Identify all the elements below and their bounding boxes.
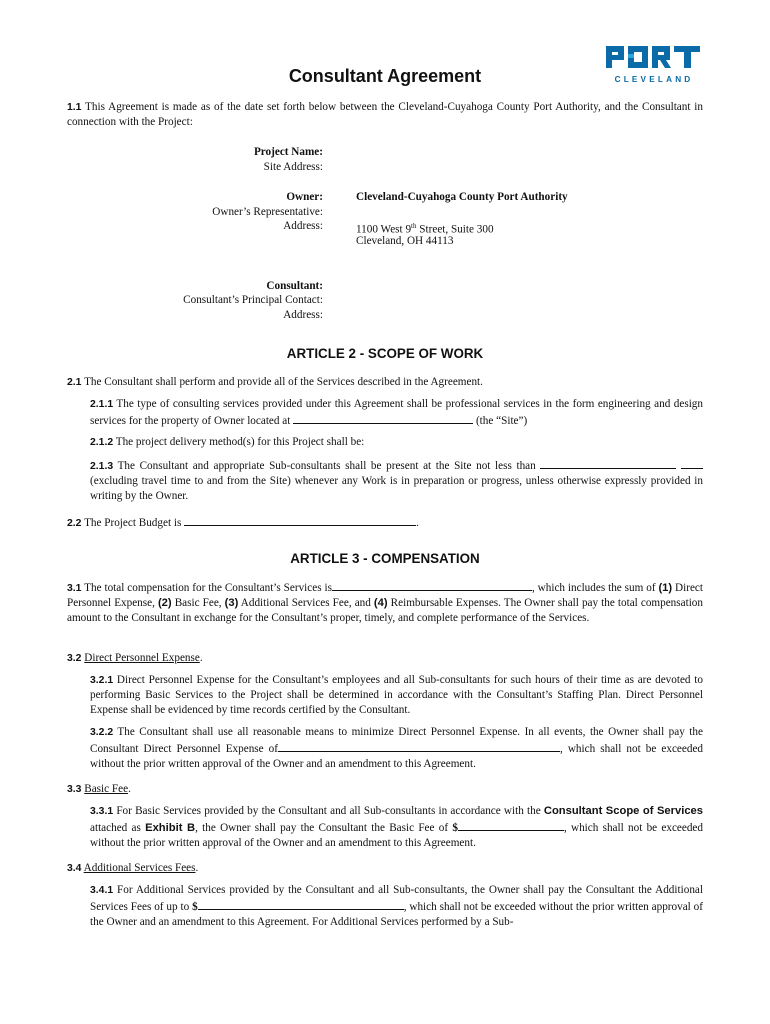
paragraph-3-4-1: 3.4.1 For Additional Services provided by the Consultant and all Sub-consultants, the Owner shall pay the Consultant the Additional Services Fees of up to $ , which shall not be exceeded without the prior written approval of the Owner and an amendment to this Agreement. For Additional Services performed by a Sub- [90, 884, 703, 928]
owner-label: Owner: [286, 191, 323, 203]
owner-address-label: Address: [283, 220, 323, 232]
presence-blank-2 [681, 457, 703, 469]
presence-blank [540, 457, 676, 469]
owner-value: Cleveland-Cuyahoga County Port Authority [356, 191, 568, 203]
basic-fee-blank [458, 819, 564, 831]
consultant-label: Consultant: [266, 280, 323, 292]
paragraph-3-1: 3.1 The total compensation for the Consultant’s Services is , which includes the sum of (1) Direct Personnel Expense, (2) Basic Fee, (3) Additional Services Fee, and (4) Reimbursable Expenses. The Owner shall pay the total compensation amount to the Consultant in exchange for the Consultant’s proper, timely, and complete performance of the Services. [67, 579, 703, 626]
total-compensation-blank [332, 579, 532, 591]
budget-blank [184, 514, 416, 526]
site-address-label: Site Address: [263, 161, 323, 173]
additional-fee-blank [198, 898, 404, 910]
article-2-heading: ARTICLE 2 - SCOPE OF WORK [286, 346, 484, 361]
paragraph-3-2: 3.2 Direct Personnel Expense. [67, 652, 203, 664]
paragraph-3-3: 3.3 Basic Fee. [67, 783, 131, 795]
consultant-address-label: Address: [283, 309, 323, 321]
article-3-heading: ARTICLE 3 - COMPENSATION [290, 551, 480, 566]
paragraph-3-3-1: 3.3.1 For Basic Services provided by the Consultant and all Sub-consultants in accordance with the Consultant Scope of Services attached as Exhibit B, the Owner shall pay the Consultant the Basic Fee of $ , which shall not be exceeded without the prior written approval of the Owner and an amendment to this Agreement. [90, 805, 703, 849]
paragraph-2-1-2: 2.1.2 The project delivery method(s) for this Project shall be: [90, 436, 365, 448]
owner-representative-label: Owner’s Representative: [212, 206, 323, 218]
paragraph-2-1-3: 2.1.3 The Consultant and appropriate Sub-consultants shall be present at the Site not less than (excluding travel time to and from the Site) whenever any Work is in preparation or progress, unless otherwise expressly provided in writing by the Owner. [90, 457, 703, 504]
document-title: Consultant Agreement [288, 66, 482, 86]
consultant-principal-label: Consultant’s Principal Contact: [183, 294, 323, 306]
project-name-label: Project Name: [253, 146, 323, 158]
paragraph-3-4: 3.4 Additional Services Fees. [67, 862, 199, 874]
paragraph-3-2-2: 3.2.2 The Consultant shall use all reasonable means to minimize Direct Personnel Expense. In all events, the Owner shall pay the Consultant Direct Personnel Expense of , which shall not be exceeded without the prior written approval of the Owner and an amendment to this Agreement. [90, 726, 704, 770]
logo-subtitle: CLEVELAND [614, 75, 694, 84]
owner-address-line1: 1100 West 9th Street, Suite 300 [356, 222, 494, 236]
paragraph-2-1-1: 2.1.1 The type of consulting services provided under this Agreement shall be professional services in the form engineering and design services for the property of Owner located at (the “Site”) [90, 398, 703, 427]
paragraph-2-2: 2.2 The Project Budget is . [67, 514, 703, 531]
direct-expense-blank [278, 740, 560, 752]
owner-address-line2: Cleveland, OH 44113 [356, 235, 454, 247]
paragraph-3-2-1: 3.2.1 Direct Personnel Expense for the Consultant’s employees and all Sub-consultants for such hours of their time as are devoted to performing Basic Services to the Project shall be determined in accordance with the Consultant’s Staffing Plan. Direct Personnel Expense shall be evidenced by time records certified by the Consultant. [90, 674, 704, 716]
paragraph-2-1: 2.1 The Consultant shall perform and provide all of the Services described in the Agreement. [67, 376, 483, 388]
site-blank [293, 412, 473, 424]
paragraph-1-1: 1.1 This Agreement is made as of the date set forth below between the Cleveland-Cuyahoga County Port Authority, and the Consultant in connection with the Project: [67, 101, 703, 128]
